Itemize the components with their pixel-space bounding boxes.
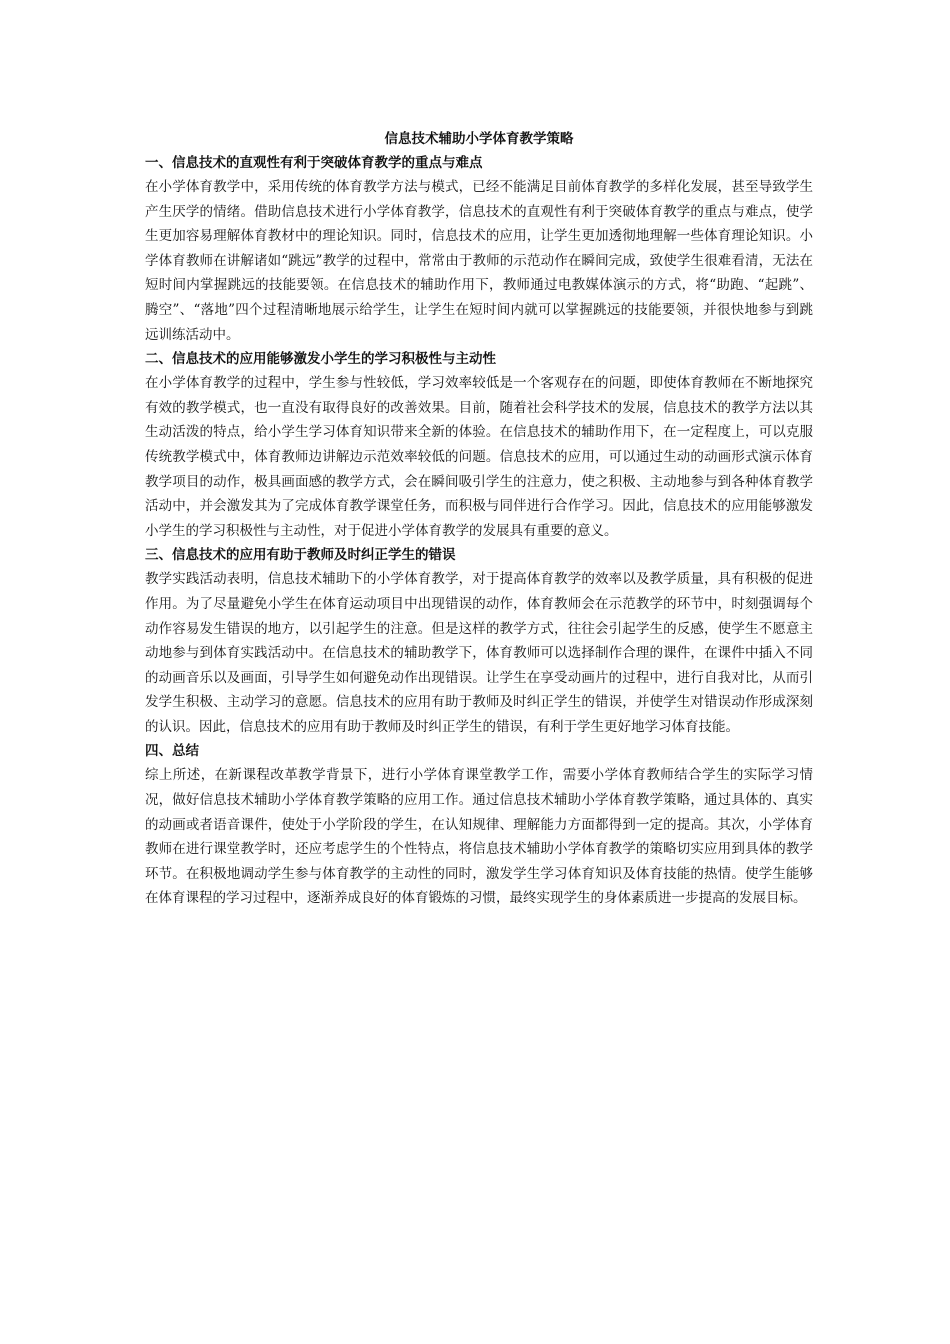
section-paragraph: 综上所述，在新课程改革教学背景下，进行小学体育课堂教学工作，需要小学体育教师结合学生的实际学习情况，做好信息技术辅助小学体育教学策略的应用工作。通过信息技术辅助小学体育教学策略，通过具体的、真实的动画或者语音课件，使处于小学阶段的学生，在认知规律、理解能力方面都得到一定的提高。其次，小学体育教师在进行课堂教学时，还应考虑学生的个性特点，将信息技术辅助小学体育教学的策略切实应用到具体的教学环节。在积极地调动学生参与体育教学的主动性的同时，激发学生学习体育知识及体育技能的热情。使学生能够在体育课程的学习过程中，逐渐养成良好的体育锻炼的习惯，最终实现学生的身体素质进一步提高的发展目标。 [145, 767, 813, 907]
document-page [145, 127, 813, 911]
section-4 [145, 739, 813, 911]
section-paragraph: 在小学体育教学的过程中，学生参与性较低，学习效率较低是一个客观存在的问题，即使体育教师在不断地探究有效的教学模式，也一直没有取得良好的改善效果。目前，随着社会科学技术的发展，信息技术的教学方法以其生动活泼的特点，给小学生学习体育知识带来全新的体验。在信息技术的辅助作用下，在一定程度上，可以克服传统教学模式中，体育教师边讲解边示范效率较低的问题。信息技术的应用，可以通过生动的动画形式演示体育教学项目的动作，极具画面感的教学方式，会在瞬间吸引学生的注意力，使之积极、主动地参与到各种体育教学活动中，并会激发其为了完成体育教学课堂任务，而积极与同伴进行合作学习。因此，信息技术的应用能够激发小学生的学习积极性与主动性，对于促进小学体育教学的发展具有重要的意义。 [145, 375, 813, 539]
section-1 [145, 151, 813, 347]
section-heading: 一、信息技术的直观性有利于突破体育教学的重点与难点 [145, 155, 483, 171]
section-paragraph: 在小学体育教学中，采用传统的体育教学方法与模式，已经不能满足目前体育教学的多样化发展，甚至导致学生产生厌学的情绪。借助信息技术进行小学体育教学，信息技术的直观性有利于突破体育教学的重点与难点，使学生更加容易理解体育教材中的理论知识。同时，信息技术的应用，让学生更加透彻地理解一些体育理论知识。小学体育教师在讲解诸如“跳远”教学的过程中，常常由于教师的示范动作在瞬间完成，致使学生很难看清，无法在短时间内掌握跳远的技能要领。在信息技术的辅助作用下，教师通过电教媒体演示的方式，将“助跑、“起跳”、腾空”、“落地”四个过程清晰地展示给学生，让学生在短时间内就可以掌握跳远的技能要领，并很快地参与到跳远训练活动中。 [145, 179, 813, 343]
section-2 [145, 347, 813, 543]
section-paragraph: 教学实践活动表明，信息技术辅助下的小学体育教学，对于提高体育教学的效率以及教学质量，具有积极的促进作用。为了尽量避免小学生在体育运动项目中出现错误的动作，体育教师会在示范教学的环节中，时刻强调每个动作容易发生错误的地方，以引起学生的注意。但是这样的教学方式，往往会引起学生的反感，使学生不愿意主动地参与到体育实践活动中。在信息技术的辅助教学下，体育教师可以选择制作合理的课件，在课件中插入不同的动画音乐以及画面，引导学生如何避免动作出现错误。让学生在享受动画片的过程中，进行自我对比，从而引发学生积极、主动学习的意愿。信息技术的应用有助于教师及时纠正学生的错误，并使学生对错误动作形成深刻的认识。因此，信息技术的应用有助于教师及时纠正学生的错误，有利于学生更好地学习体育技能。 [145, 571, 813, 735]
section-heading: 三、信息技术的应用有助于教师及时纠正学生的错误 [145, 547, 456, 564]
section-heading: 四、总结 [145, 743, 199, 760]
section-heading: 二、信息技术的应用能够激发小学生的学习积极性与主动性 [145, 351, 496, 368]
document-title: 信息技术辅助小学体育教学策略 [384, 131, 574, 147]
section-3 [145, 543, 813, 739]
